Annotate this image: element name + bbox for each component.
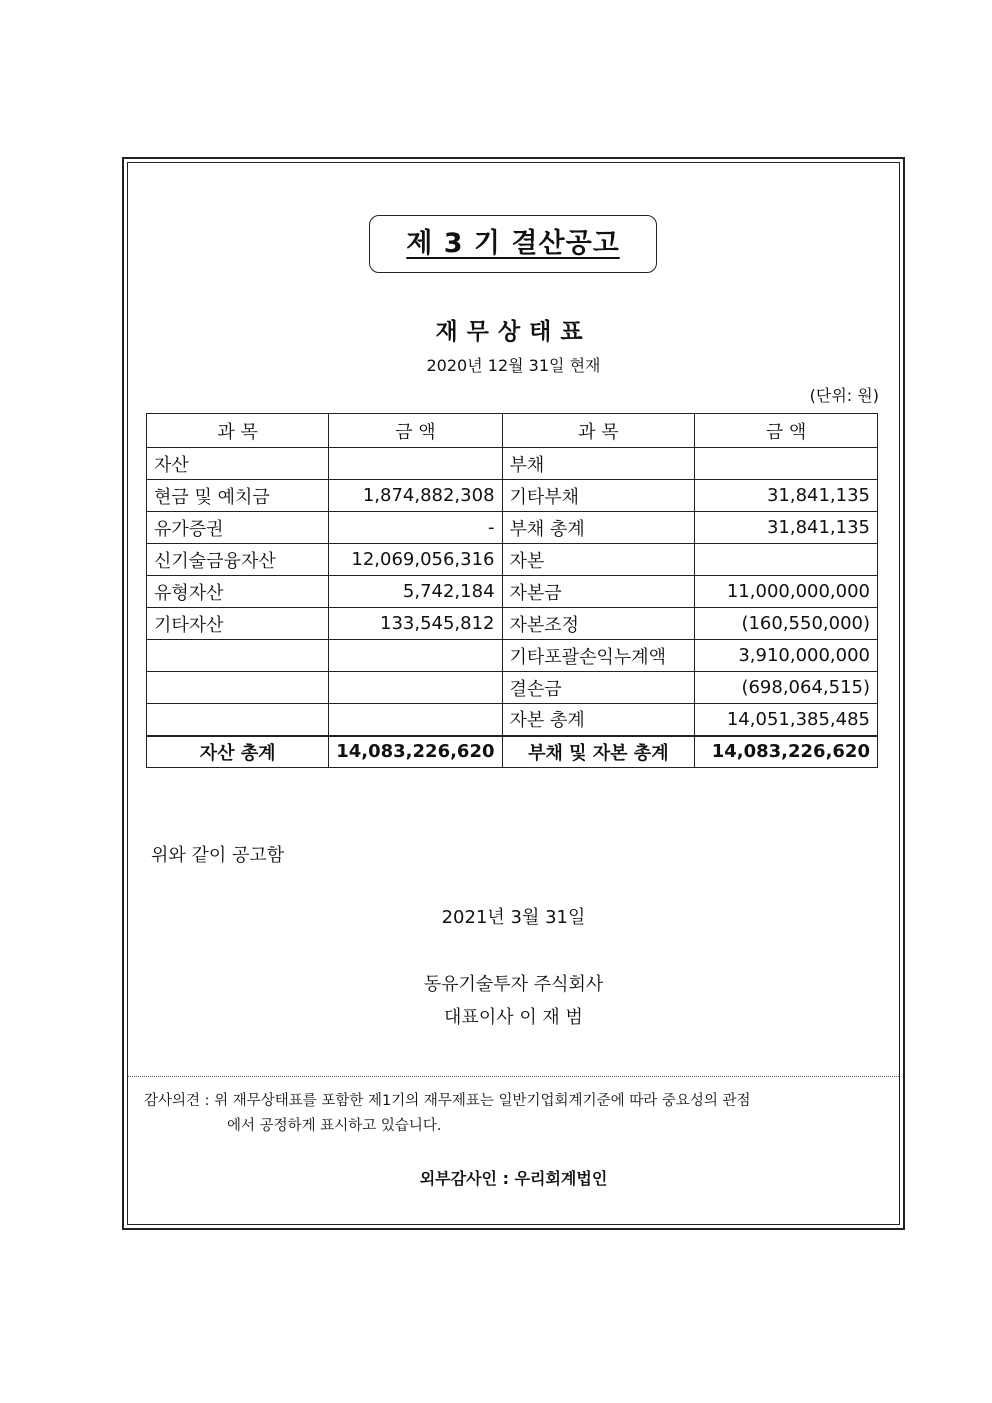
- announcement-title: 제 3 기 결산공고: [406, 228, 620, 259]
- amount-cell: (160,550,000): [695, 608, 878, 640]
- account-cell: [147, 640, 329, 672]
- amount-cell: [329, 672, 502, 704]
- account-cell: 현금 및 예치금: [147, 480, 329, 512]
- account-cell-equity-total: 자본 총계: [502, 704, 695, 736]
- ceo-name: 대표이사 이 재 범: [444, 1007, 583, 1028]
- table-row: [147, 672, 878, 704]
- account-cell: 유형자산: [147, 576, 329, 608]
- audit-opinion-line-1: 감사의견 : 위 재무상태표를 포함한 제1기의 재무제표는 일반기업회계기준에 따라 중요성의 관점: [144, 1093, 751, 1109]
- account-cell: 신기술금융자산: [147, 544, 329, 576]
- announcement-date: 2021년 3월 31일: [441, 907, 586, 928]
- amount-cell: (698,064,515): [695, 672, 878, 704]
- statement-title: 재무상태표: [435, 319, 592, 345]
- balance-sheet-table: [146, 413, 878, 768]
- header-account-right: 과 목: [502, 414, 695, 448]
- table-row: [147, 704, 878, 736]
- table-row: [147, 512, 878, 544]
- account-cell: 자본조정: [502, 608, 695, 640]
- amount-cell-equity-total: 14,051,385,485: [695, 704, 878, 736]
- table-row: [147, 576, 878, 608]
- header-amount-right: 금 액: [695, 414, 878, 448]
- table-row: [147, 448, 878, 480]
- amount-cell: [329, 704, 502, 736]
- unit-label: (단위: 원): [809, 386, 879, 405]
- table-row: [147, 544, 878, 576]
- account-cell: 기타부채: [502, 480, 695, 512]
- amount-cell: 11,000,000,000: [695, 576, 878, 608]
- announcement-title-box: [369, 215, 657, 273]
- account-cell: [147, 704, 329, 736]
- amount-cell: [695, 448, 878, 480]
- account-cell: 자산: [147, 448, 329, 480]
- audit-opinion-line-2: 에서 공정하게 표시하고 있습니다.: [227, 1118, 442, 1134]
- amount-cell: [329, 448, 502, 480]
- account-cell-liabilities-total: 부채 총계: [502, 512, 695, 544]
- notice-text: 위와 같이 공고함: [151, 845, 285, 866]
- total-liabilities-equity-label: 부채 및 자본 총계: [502, 736, 695, 768]
- account-cell: 자본금: [502, 576, 695, 608]
- audit-opinion: [144, 1089, 879, 1139]
- account-cell: [147, 672, 329, 704]
- table-row: [147, 480, 878, 512]
- amount-cell: 133,545,812: [329, 608, 502, 640]
- amount-cell: [329, 640, 502, 672]
- account-cell: 기타포괄손익누계액: [502, 640, 695, 672]
- announcement-frame: [122, 157, 905, 1230]
- amount-cell: -: [329, 512, 502, 544]
- account-cell: 기타자산: [147, 608, 329, 640]
- total-assets-amount: 14,083,226,620: [329, 736, 502, 768]
- amount-cell: 31,841,135: [695, 480, 878, 512]
- table-row: [147, 640, 878, 672]
- amount-cell: 5,742,184: [329, 576, 502, 608]
- account-cell: 부채: [502, 448, 695, 480]
- header-amount-left: 금 액: [329, 414, 502, 448]
- amount-cell: 3,910,000,000: [695, 640, 878, 672]
- account-cell: 결손금: [502, 672, 695, 704]
- amount-cell: [695, 544, 878, 576]
- total-assets-label: 자산 총계: [147, 736, 329, 768]
- table-row: [147, 608, 878, 640]
- amount-cell: 12,069,056,316: [329, 544, 502, 576]
- account-cell: 자본: [502, 544, 695, 576]
- dotted-divider: [128, 1076, 899, 1077]
- table-total-row: [147, 736, 878, 768]
- company-name: 동유기술투자 주식회사: [423, 974, 604, 995]
- amount-cell: 1,874,882,308: [329, 480, 502, 512]
- header-account-left: 과 목: [147, 414, 329, 448]
- amount-cell-liabilities-total: 31,841,135: [695, 512, 878, 544]
- total-liabilities-equity-amount: 14,083,226,620: [695, 736, 878, 768]
- table-header-row: [147, 414, 878, 448]
- statement-date: 2020년 12월 31일 현재: [426, 356, 601, 375]
- external-auditor: 외부감사인 : 우리회계법인: [419, 1169, 608, 1188]
- account-cell: 유가증권: [147, 512, 329, 544]
